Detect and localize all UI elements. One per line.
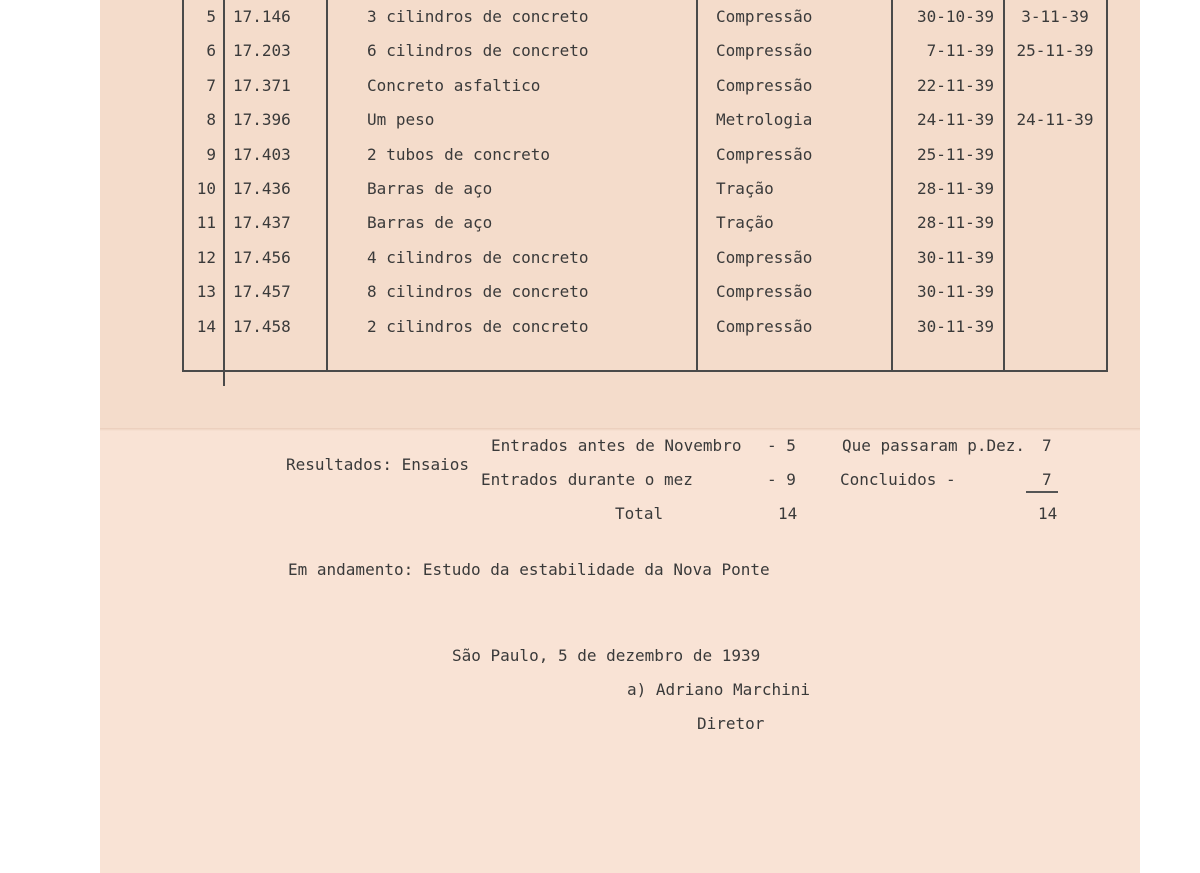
row-number: 13 <box>196 282 216 302</box>
concluded-label: Concluidos - <box>840 470 956 489</box>
record-code: 17.371 <box>233 75 291 95</box>
record-code: 17.456 <box>233 247 291 267</box>
entry-date: 22-11-39 <box>916 75 994 95</box>
table-divider-type <box>696 0 698 372</box>
sample-desc: 6 cilindros de concreto <box>367 41 589 61</box>
before-november-label: Entrados antes de Novembro <box>491 436 742 455</box>
sample-desc: 8 cilindros de concreto <box>367 282 589 302</box>
sample-desc: Concreto asfaltico <box>367 75 541 95</box>
test-type: Tração <box>716 179 774 198</box>
test-type: Compressão <box>716 282 813 302</box>
table-divider-code <box>223 0 225 386</box>
row-number: 7 <box>206 75 216 95</box>
during-month-value: - 9 <box>767 470 796 489</box>
row-number: 12 <box>196 247 216 267</box>
row-number: 9 <box>206 144 216 164</box>
test-type: Compressão <box>716 75 813 95</box>
sample-desc: 4 cilindros de concreto <box>367 247 589 267</box>
row-number: 8 <box>206 110 216 130</box>
entry-date: 30-10-39 <box>916 7 994 26</box>
table-divider-done <box>1003 0 1005 372</box>
test-type: Metrologia <box>716 110 813 130</box>
results-label: Resultados: Ensaios <box>286 455 470 474</box>
row-number: 5 <box>206 7 216 26</box>
test-type: Compressão <box>716 41 813 61</box>
signatory-title: Diretor <box>697 714 765 733</box>
concluded-underline <box>1026 491 1058 493</box>
test-type: Tração <box>716 213 774 233</box>
row-number: 6 <box>206 41 216 61</box>
concluded-value: 7 <box>1042 470 1052 489</box>
entry-date: 30-11-39 <box>916 247 994 267</box>
table-divider-desc <box>326 0 328 372</box>
row-number: 10 <box>196 179 216 198</box>
total-label: Total <box>615 504 664 523</box>
row-number: 11 <box>196 213 216 233</box>
test-type: Compressão <box>716 316 813 336</box>
passed-december-value: 7 <box>1042 436 1052 455</box>
entry-date: 28-11-39 <box>916 179 994 198</box>
entry-date: 30-11-39 <box>916 282 994 302</box>
done-date: 25-11-39 <box>1016 41 1094 61</box>
record-code: 17.457 <box>233 282 291 302</box>
record-code: 17.403 <box>233 144 291 164</box>
total-right-value: 14 <box>1038 504 1058 523</box>
table-border-right <box>1106 0 1108 372</box>
signatory-name: a) Adriano Marchini <box>627 680 811 699</box>
fold-crease <box>100 428 1140 431</box>
place-date: São Paulo, 5 de dezembro de 1939 <box>452 646 761 665</box>
sample-desc: 3 cilindros de concreto <box>367 7 589 26</box>
entry-date: 24-11-39 <box>916 110 994 130</box>
sample-desc: 2 cilindros de concreto <box>367 316 589 336</box>
table-divider-entry <box>891 0 893 372</box>
sample-desc: 2 tubos de concreto <box>367 144 551 164</box>
table-bottom-rule <box>182 370 1107 372</box>
test-type: Compressão <box>716 144 813 164</box>
test-type: Compressão <box>716 7 813 26</box>
done-date: 3-11-39 <box>1021 7 1089 26</box>
record-code: 17.396 <box>233 110 291 130</box>
ongoing-work: Em andamento: Estudo da estabilidade da Nova Ponte <box>288 560 770 579</box>
sample-desc: Barras de aço <box>367 213 493 233</box>
before-november-value: - 5 <box>767 436 796 455</box>
during-month-label: Entrados durante o mez <box>481 470 693 489</box>
entry-date: 25-11-39 <box>916 144 994 164</box>
sample-desc: Barras de aço <box>367 179 493 198</box>
record-code: 17.436 <box>233 179 291 198</box>
test-type: Compressão <box>716 247 813 267</box>
passed-december-label: Que passaram p.Dez. <box>842 436 1026 455</box>
record-code: 17.437 <box>233 213 291 233</box>
entry-date: 30-11-39 <box>916 316 994 336</box>
record-code: 17.146 <box>233 7 291 26</box>
entry-date: 28-11-39 <box>916 213 994 233</box>
record-code: 17.458 <box>233 316 291 336</box>
record-code: 17.203 <box>233 41 291 61</box>
sample-desc: Um peso <box>367 110 435 130</box>
entry-date: 7-11-39 <box>926 41 994 61</box>
paper-sheet <box>100 0 1140 873</box>
total-left-value: 14 <box>778 504 798 523</box>
done-date: 24-11-39 <box>1016 110 1094 130</box>
row-number: 14 <box>196 316 216 336</box>
